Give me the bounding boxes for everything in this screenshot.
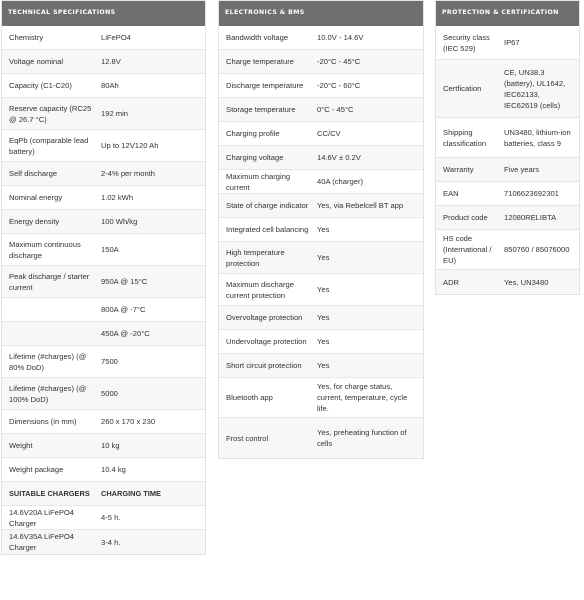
spec-row <box>2 482 205 506</box>
spec-value: 150A <box>101 245 119 254</box>
spec-label: Lifetime (#charges) (@ 100% DoD) <box>9 383 87 404</box>
spec-label: Reserve capacity (RC25 @ 26.7 °C) <box>9 103 92 124</box>
spec-value: Yes <box>317 337 330 346</box>
spec-value: 7106623692301 <box>504 189 559 198</box>
spec-value: Yes <box>317 361 330 370</box>
spec-label: EAN <box>443 189 459 198</box>
spec-row <box>2 98 205 130</box>
spec-label: Bandwidth voltage <box>226 33 289 42</box>
spec-row <box>2 50 205 74</box>
spec-label: High temperature protection <box>226 247 285 268</box>
spec-label: Short circuit protection <box>226 361 302 370</box>
spec-label: EqPb (comparable lead battery) <box>9 135 89 156</box>
spec-row <box>2 186 205 210</box>
spec-value: 14.6V ± 0.2V <box>317 153 361 162</box>
electronics-bms-table <box>218 0 424 459</box>
spec-value: 40A (charger) <box>317 177 364 186</box>
spec-value: -20°C - 60°C <box>317 81 361 90</box>
spec-label: SUITABLE CHARGERS <box>9 489 90 498</box>
spec-row <box>219 354 423 378</box>
spec-value: Yes <box>317 225 330 234</box>
spec-label: Shipping classification <box>443 127 487 148</box>
spec-label: Charging voltage <box>226 153 284 162</box>
spec-value: Yes, preheating function of cells <box>317 428 407 448</box>
spec-row <box>436 270 579 294</box>
spec-label: Frost control <box>226 433 269 443</box>
spec-value: 12.8V <box>101 57 121 66</box>
protection-certification-header: PROTECTION & CERTIFICATION <box>436 1 579 26</box>
spec-label: Chemistry <box>9 33 44 42</box>
spec-row <box>2 346 205 378</box>
spec-value: LiFePO4 <box>101 33 131 42</box>
spec-label: Lifetime (#charges) (@ 80% DoD) <box>9 351 87 372</box>
spec-label: Self discharge <box>9 169 58 178</box>
spec-row <box>436 26 579 60</box>
spec-label: Charging profile <box>226 129 280 138</box>
spec-row <box>219 26 423 50</box>
spec-row <box>2 234 205 266</box>
spec-value: 450A @ -20°C <box>101 329 150 338</box>
spec-row <box>219 170 423 194</box>
spec-value: 0°C - 45°C <box>317 105 354 114</box>
technical-specifications-header: TECHNICAL SPECIFICATIONS <box>2 1 205 26</box>
spec-label: Certfication <box>443 84 482 93</box>
spec-label: Integrated cell balancing <box>226 225 309 234</box>
spec-row <box>2 530 205 554</box>
spec-label: Security class (IEC 529) <box>443 32 490 53</box>
spec-row <box>219 378 423 418</box>
spec-label: Weight <box>9 441 33 450</box>
spec-row <box>2 266 205 298</box>
spec-row <box>219 274 423 306</box>
spec-label: Weight package <box>9 465 64 474</box>
spec-row <box>2 162 205 186</box>
spec-row <box>2 74 205 98</box>
spec-value: 260 x 170 x 230 <box>101 417 156 426</box>
spec-value: 3-4 h. <box>101 537 121 547</box>
spec-value: Yes, UN3480 <box>504 277 549 287</box>
spec-value: 100 Wh/kg <box>101 217 138 226</box>
spec-value: 1.02 kWh <box>101 193 134 202</box>
spec-value: CHARGING TIME <box>101 489 161 498</box>
spec-row <box>2 506 205 530</box>
spec-label: 14.6V20A LiFePO4 Charger <box>9 507 75 528</box>
spec-row <box>2 298 205 322</box>
spec-row <box>436 158 579 182</box>
spec-label: Maximum discharge current protection <box>226 279 294 300</box>
spec-row <box>2 210 205 234</box>
spec-label: ADR <box>443 277 460 287</box>
spec-row <box>219 50 423 74</box>
spec-label: Warranty <box>443 165 474 174</box>
spec-label: Capacity (C1-C20) <box>9 81 72 90</box>
spec-row <box>219 330 423 354</box>
spec-label: Discharge temperature <box>226 81 304 90</box>
spec-value: Yes <box>317 285 330 294</box>
spec-row <box>436 60 579 118</box>
spec-label: Peak discharge / starter current <box>9 271 90 292</box>
spec-value: IP67 <box>504 38 520 47</box>
spec-row <box>219 194 423 218</box>
spec-value: Five years <box>504 165 540 174</box>
spec-row <box>436 230 579 270</box>
spec-row <box>2 410 205 434</box>
spec-row <box>2 458 205 482</box>
spec-value: Yes <box>317 253 330 262</box>
spec-row <box>219 122 423 146</box>
spec-row <box>219 146 423 170</box>
spec-value: Yes, via Rebelcell BT app <box>317 201 404 210</box>
spec-value: CE, UN38.3 (battery), UL1642, IEC62133, IEC62619 (cells) <box>504 67 566 110</box>
spec-row <box>2 378 205 410</box>
spec-row <box>436 118 579 158</box>
spec-row <box>219 98 423 122</box>
electronics-bms-header: ELECTRONICS & BMS <box>219 1 423 26</box>
spec-row <box>436 206 579 230</box>
spec-label: HS code (International / EU) <box>443 234 492 265</box>
spec-row <box>2 434 205 458</box>
spec-label: Bluetooth app <box>226 393 273 402</box>
spec-row <box>2 130 205 162</box>
spec-label: Dimensions (in mm) <box>9 417 77 426</box>
spec-value: 4-5 h. <box>101 513 121 522</box>
spec-label: Storage temperature <box>226 105 296 114</box>
spec-value: 192 min <box>101 109 129 118</box>
spec-label: Nominal energy <box>9 193 63 202</box>
spec-row <box>219 242 423 274</box>
spec-value: 2-4% per month <box>101 169 156 178</box>
spec-value: UN3480, lithium-ion batteries, class 9 <box>504 127 571 148</box>
protection-certification-table <box>435 0 580 295</box>
spec-value: 850760 / 85076000 <box>504 245 570 254</box>
spec-label: Charge temperature <box>226 57 294 66</box>
spec-value: Yes, for charge status, current, temperature, cycle life. <box>317 382 408 413</box>
spec-label: Energy density <box>9 217 60 226</box>
spec-row <box>219 418 423 458</box>
spec-row <box>2 322 205 346</box>
spec-label: Maximum charging current <box>226 171 291 192</box>
spec-value: 10.4 kg <box>101 465 126 474</box>
spec-label: State of charge indicator <box>226 201 309 210</box>
spec-row <box>219 218 423 242</box>
spec-row <box>219 74 423 98</box>
spec-label: Voltage nominal <box>9 57 64 66</box>
spec-value: 7500 <box>101 357 118 366</box>
spec-value: -20°C - 45°C <box>317 57 361 66</box>
spec-value: 10 kg <box>101 441 120 450</box>
spec-label: 14.6V35A LiFePO4 Charger <box>9 532 75 552</box>
spec-row <box>2 26 205 50</box>
spec-value: 12080RELIBTA <box>504 213 557 222</box>
spec-value: 80Ah <box>101 81 119 90</box>
spec-value: 5000 <box>101 389 118 398</box>
spec-value: CC/CV <box>317 129 341 138</box>
spec-row <box>219 306 423 330</box>
spec-value: 950A @ 15°C <box>101 277 148 286</box>
spec-value: Yes <box>317 313 330 322</box>
spec-label: Maximum continuous discharge <box>9 239 81 260</box>
spec-label: Overvoltage protection <box>226 313 303 322</box>
spec-value: 800A @ -7°C <box>101 305 146 314</box>
spec-row <box>436 182 579 206</box>
technical-specifications-table <box>1 0 206 555</box>
spec-value: 10.0V - 14.6V <box>317 33 364 42</box>
spec-value: Up to 12V120 Ah <box>101 141 159 150</box>
spec-label: Undervoltage protection <box>226 337 307 346</box>
spec-label: Product code <box>443 213 488 222</box>
